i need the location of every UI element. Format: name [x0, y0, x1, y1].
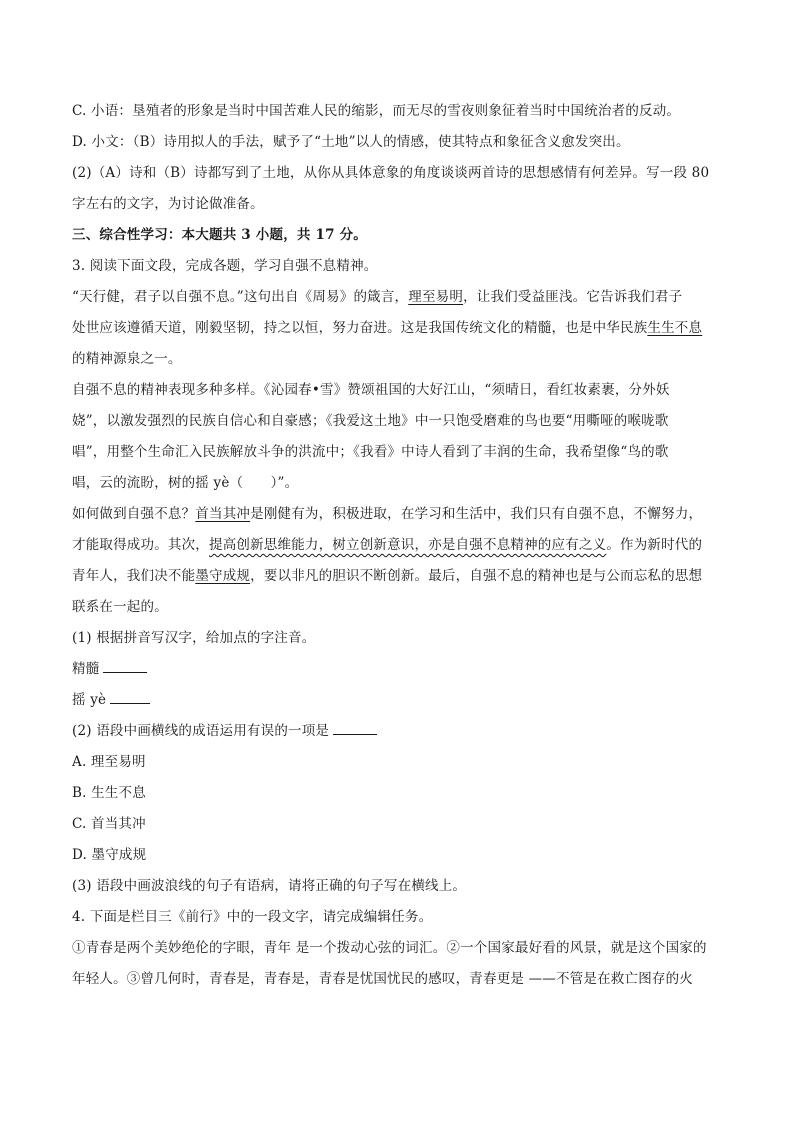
section3-title: 三、综合性学习：本大题共 3 小题，共 17 分。 — [72, 227, 367, 243]
answer-blank-1[interactable] — [103, 658, 147, 673]
q3-sub1-item2 — [72, 685, 724, 716]
q3-p1-text-a: “天行健，君子以自强不息。”这句出自《周易》的箴言， — [72, 289, 409, 305]
q4-line1: ①青春是两个美妙绝伦的字眼，青年 是一个拨动心弦的词汇。②一个国家最好看的风景，就是这个国家的 — [72, 940, 707, 956]
q3-p2-line3: 唱”，用整个生命汇入民族解放斗争的洪流中；《我看》中诗人看到了丰润的生命，我希望像“鸟的歌 — [72, 444, 669, 460]
q3-p3-line3 — [72, 561, 724, 592]
q3-sub2-option-a: A. 理至易明 — [72, 754, 146, 770]
q3-p3-line4: 联系在一起的。 — [72, 599, 168, 615]
idiom-underlined-2: 生生不息 — [647, 320, 703, 336]
q2-sub2-line1: (2)（A）诗和（B）诗都写到了土地，从你从具体意象的角度谈谈两首诗的思想感情有何差异。写一段 80 — [72, 165, 710, 181]
wavy-underlined-sentence: 提高创新思维能力，树立创新意识，亦是自强不息精神的应有之义 — [209, 537, 607, 553]
q3-sub1-stem: (1) 根据拼音写汉字，给加点的字注音。 — [72, 630, 316, 646]
q3-p3-text-f: ，要以非凡的胆识不断创新。最后，自强不息的精神也是与公而忘私的思想 — [250, 568, 703, 584]
q3-p1-line2 — [72, 313, 724, 344]
q3-p3-text-c: 才能取得成功。其次， — [72, 537, 209, 553]
q3-p3-line2 — [72, 530, 724, 561]
q3-sub1-item1-label: 精髓 — [72, 661, 100, 677]
q3-p2-line4: 唱，云的流盼，树的摇 yè（ ）”。 — [72, 475, 299, 491]
q3-p3-text-b: 是刚健有为，积极进取，在学习和生活中，我们只有自强不息，不懈努力， — [250, 506, 703, 522]
q3-stem: 3. 阅读下面文段，完成各题，学习自强不息精神。 — [72, 258, 378, 274]
q3-p3-text-d: 。作为新时代的 — [606, 537, 703, 553]
answer-blank-2[interactable] — [110, 689, 150, 704]
idiom-underlined-3: 首当其冲 — [195, 506, 251, 522]
idiom-underlined-4: 墨守成规 — [195, 568, 251, 584]
idiom-underlined-1: 理至易明 — [408, 289, 464, 305]
q2-option-d: D. 小文：（B）诗用拟人的手法，赋予了“土地”以人的情感，使其特点和象征含义愈发突出。 — [72, 134, 630, 150]
q2-sub2-line2: 字左右的文字，为讨论做准备。 — [72, 196, 264, 212]
q3-sub1-item1 — [72, 654, 724, 685]
q4-line2: 年轻人。③曾几何时，青春是，青春是，青春是忧国忧民的感叹，青春更是 ——不管是在救亡图存的火 — [72, 971, 693, 987]
q3-sub2-stem-text: (2) 语段中画横线的成语运用有误的一项是 — [72, 723, 330, 739]
q3-sub2-option-d: D. 墨守成规 — [72, 847, 147, 863]
q4-stem: 4. 下面是栏目三《前行》中的一段文字，请完成编辑任务。 — [72, 909, 433, 925]
q3-sub3-stem: (3) 语段中画波浪线的句子有语病，请将正确的句子写在横线上。 — [72, 878, 467, 894]
q3-p3-text-a: 如何做到自强不息？ — [72, 506, 196, 522]
q3-p3-text-e: 青年人，我们决不能 — [72, 568, 196, 584]
q3-p1-line3: 的精神源泉之一。 — [72, 351, 182, 367]
q2-option-c: C. 小语：垦殖者的形象是当时中国苦难人民的缩影，而无尽的雪夜则象征着当时中国统治者的反动。 — [72, 103, 681, 119]
q3-p3-line1 — [72, 499, 724, 530]
document-page — [72, 96, 724, 995]
answer-blank-3[interactable] — [333, 720, 377, 735]
q3-sub2-stem — [72, 716, 724, 747]
q3-sub2-option-c: C. 首当其冲 — [72, 816, 146, 832]
q3-p2-line2: 娆”，以激发强烈的民族自信心和自豪感；《我爱这土地》中一只饱受磨难的鸟也要“用嘶哑的喉咙歌 — [72, 413, 669, 429]
q3-p2-line1: 自强不息的精神表现多种多样。《沁园春•雪》赞颂祖国的大好江山，“须晴日，看红妆素裹，分外妖 — [72, 382, 670, 398]
q3-sub1-item2-label: 摇 yè — [72, 692, 107, 708]
q3-p1-text-b: ，让我们受益匪浅。它告诉我们君子 — [463, 289, 683, 305]
q3-sub2-option-b: B. 生生不息 — [72, 785, 146, 801]
q3-p1-line1 — [72, 282, 724, 313]
q3-p1-text-c: 处世应该遵循天道，刚毅坚韧，持之以恒，努力奋进。这是我国传统文化的精髓，也是中华民族 — [72, 320, 648, 336]
